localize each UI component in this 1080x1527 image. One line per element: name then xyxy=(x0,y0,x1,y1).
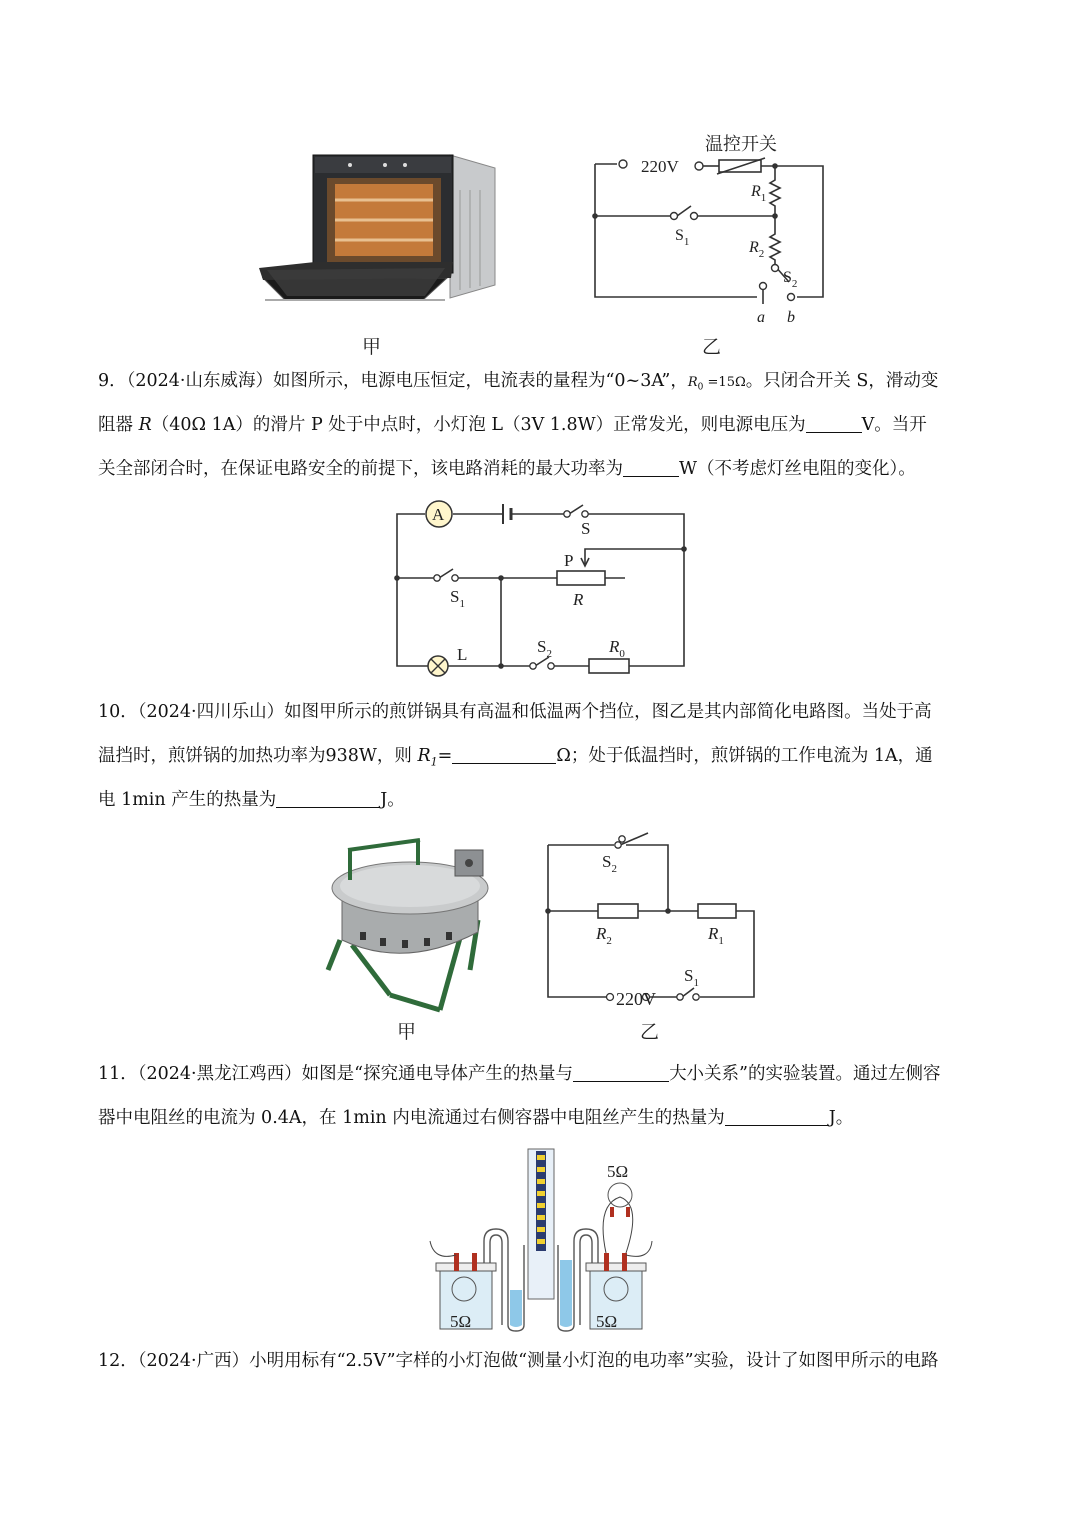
q10-voltage-label: 220V xyxy=(616,989,656,1009)
switch-s-label: S xyxy=(581,519,591,538)
svg-text:S1: $S_1$ xyxy=(450,587,465,610)
q10-s1-label: S xyxy=(684,966,694,985)
thermostat-switch-label: 温控开关 xyxy=(705,134,777,154)
svg-text:R2: $R_2$ xyxy=(596,924,612,947)
svg-text:S2: $S_2$ xyxy=(537,637,552,660)
fig10-caption-right: 乙 xyxy=(640,1021,660,1043)
q11-line-1: 11．（2024·黑龙江鸡西）如图是“探究通电导体产生的热量与 大小关系”的实验装置。通过左侧容 xyxy=(98,1052,983,1096)
svg-text:R1: $R_1$ xyxy=(708,924,724,947)
q10-s2-label: S xyxy=(602,852,612,871)
s2-sub: 2 xyxy=(791,278,798,290)
q10-answer-blank-heat[interactable] xyxy=(276,787,380,808)
oven-photo xyxy=(255,150,505,325)
q9-line-2: 阻器 R（40Ω 1A）的滑片 P 处于中点时，小灯泡 L（3V 1.8W）正常发光，则电源电压为 V。当开 xyxy=(98,403,983,447)
s1-sub: 1 xyxy=(683,236,690,248)
s1-label: S xyxy=(675,227,684,244)
lamp-l-label: L xyxy=(457,645,468,664)
switch-s2-label: S xyxy=(537,637,547,656)
fig10-caption-left: 甲 xyxy=(397,1021,417,1043)
q10-line-1: 10．（2024·四川乐山）如图甲所示的煎饼锅具有高温和低温两个挡位，图乙是其内部简化电路图。当处于高 xyxy=(98,702,932,722)
r1-label: R xyxy=(751,183,761,200)
q12-line-1: 12．（2024·广西）小明用标有“2.5V”字样的小灯泡做“测量小灯泡的电功率”实验，设计了如图甲所示的电路 xyxy=(98,1351,939,1371)
svg-text:S1: $S_1$ xyxy=(684,966,699,989)
r1-sub: 1 xyxy=(760,192,767,204)
svg-text:S2 xyxy=(783,269,797,290)
q9-line-1: 9．（2024·山东威海）如图所示，电源电压恒定，电流表的量程为“0~3A”，$R_0 =15\Omega$。只闭合开关 S，滑动变 xyxy=(98,371,939,393)
switch-s1-label: S xyxy=(450,587,460,606)
q9-answer-blank-power[interactable] xyxy=(623,456,679,477)
r2-label: R xyxy=(749,239,759,256)
svg-text:R1 xyxy=(750,183,766,204)
ammeter-label: A xyxy=(432,505,445,524)
q11-answer-blank-heat[interactable] xyxy=(725,1105,829,1126)
q10-answer-blank-resistance[interactable] xyxy=(452,743,556,764)
svg-text:R2 xyxy=(748,239,764,260)
q9-circuit xyxy=(385,492,695,682)
q10-line-2: 温挡时，煎饼锅的加热功率为938W，则 $R_1= \Omega$；处于低温挡时，煎饼锅的工作电流为 1A，通 xyxy=(98,734,983,778)
svg-text:R0: $R_0$ xyxy=(609,637,625,660)
rheostat-r-label: R xyxy=(573,590,584,609)
q10-r2-label: R xyxy=(596,924,607,943)
voltage-label: 220V xyxy=(641,157,679,176)
question-11 xyxy=(98,1052,983,1140)
q11-apparatus xyxy=(420,1145,665,1335)
q9-answer-blank-voltage[interactable] xyxy=(806,412,862,433)
question-9 xyxy=(98,359,983,491)
q11-right-resistor-label: 5Ω xyxy=(596,1312,618,1331)
q10-line-3: 电 1min 产生的热量为 J。 xyxy=(98,778,983,822)
q11-top-resistor-label: 5Ω xyxy=(607,1162,629,1181)
fig8-caption-right: 乙 xyxy=(702,336,722,358)
s2-label: S xyxy=(783,269,792,286)
terminal-b-label: b xyxy=(787,309,795,326)
q11-answer-blank-factor[interactable] xyxy=(573,1061,669,1082)
svg-text:S2: $S_2$ xyxy=(602,852,617,875)
q11-line-2: 器中电阻丝的电流为 0.4A，在 1min 内电流通过右侧容器中电阻丝产生的热量为 J。 xyxy=(98,1096,983,1140)
q10-r1-label: R xyxy=(708,924,719,943)
r2-sub: 2 xyxy=(758,248,765,260)
r0-label: R xyxy=(609,637,620,656)
svg-text:S1 xyxy=(675,227,689,248)
fig8-circuit xyxy=(585,130,830,330)
q10-circuit xyxy=(538,825,768,1010)
terminal-a-label: a xyxy=(757,309,765,326)
q11-left-resistor-label: 5Ω xyxy=(450,1312,472,1331)
fig8-caption-left: 甲 xyxy=(362,336,382,358)
pancake-pan-photo xyxy=(320,820,495,1015)
q9-line-3: 关全部闭合时，在保证电路安全的前提下，该电路消耗的最大功率为 W（不考虑灯丝电阻的变化）。 xyxy=(98,447,983,491)
slider-p-label: P xyxy=(564,551,574,570)
question-12 xyxy=(98,1339,983,1383)
question-10 xyxy=(98,690,983,822)
